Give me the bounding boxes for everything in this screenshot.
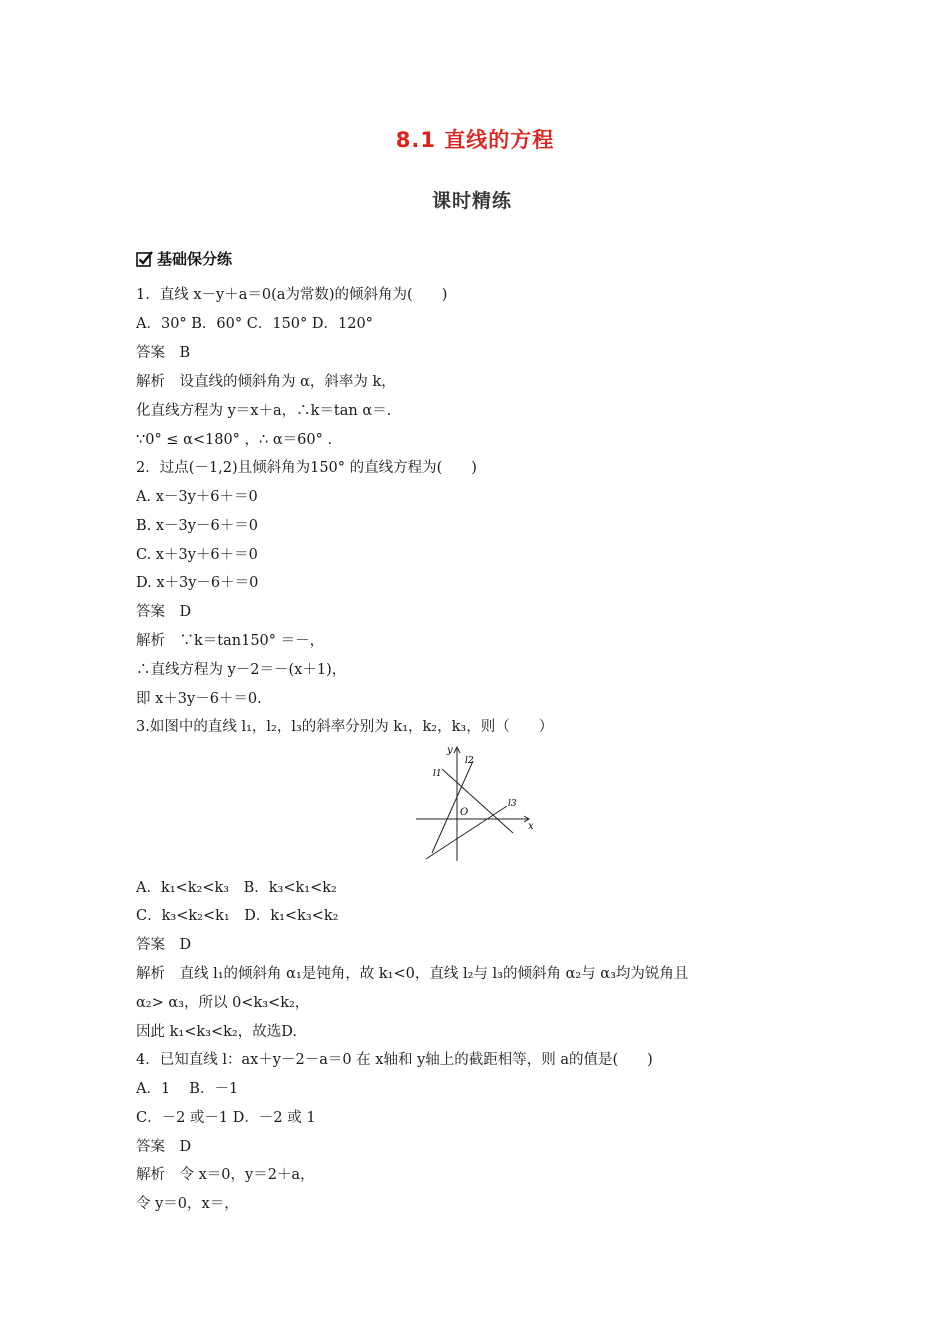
l1-label: l1 <box>433 769 442 779</box>
text-line: 3.如图中的直线 l₁，l₂，l₃的斜率分别为 k₁，k₂，k₃，则（ ） <box>136 719 554 735</box>
text-line: 1．直线 x－y＋a＝0(a为常数)的倾斜角为( ) <box>136 287 448 303</box>
page-subtitle: 课时精练 <box>431 190 512 212</box>
section-header <box>136 248 232 269</box>
text-line: 答案 D <box>136 1139 192 1155</box>
text-line: 解析 令 x＝0，y＝2＋a， <box>136 1167 315 1183</box>
text-line: 解析 设直线的倾斜角为 α，斜率为 k， <box>136 374 396 390</box>
text-line: 解析 直线 l₁的倾斜角 α₁是钝角，故 k₁<0，直线 l₂与 l₃的倾斜角 α₂与 α₃均为锐角且 <box>136 966 689 982</box>
text-line: B. x－3y－6＋＝0 <box>136 518 258 534</box>
x-axis-label: x <box>528 821 534 832</box>
text-line: 解析 ∵k＝tan150° ＝－， <box>136 633 325 649</box>
section-label: 基础保分练 <box>157 250 233 268</box>
text-line: ∴直线方程为 y－2＝－(x＋1)， <box>136 662 347 678</box>
text-line: C．－2 或－1 D．－2 或 1 <box>136 1110 316 1126</box>
page-title: 8.1 直线的方程 <box>395 128 555 152</box>
text-line: A．k₁<k₂<k₃ B．k₃<k₁<k₂ <box>136 880 337 896</box>
l2-label: l2 <box>465 756 474 766</box>
text-line: 2．过点(－1,2)且倾斜角为150° 的直线方程为( ) <box>136 460 477 476</box>
line-slope-figure <box>410 743 542 865</box>
text-line: 化直线方程为 y＝x＋a，∴k＝tan α＝. <box>136 403 392 419</box>
text-line: α₂> α₃，所以 0<k₃<k₂， <box>136 995 310 1011</box>
text-line: 答案 D <box>136 604 192 620</box>
text-line: A. x－3y＋6＋＝0 <box>136 489 258 505</box>
origin-label: O <box>460 807 469 818</box>
l3-label: l3 <box>508 799 517 809</box>
text-line: C. x＋3y＋6＋＝0 <box>136 547 258 563</box>
text-line: A．30° B．60° C．150° D．120° <box>136 316 373 332</box>
text-line: 答案 B <box>136 345 191 361</box>
checkbox-checked-icon <box>136 250 154 268</box>
y-axis-label: y <box>447 745 453 756</box>
text-line: 即 x＋3y－6＋＝0. <box>136 691 262 707</box>
text-line: 令 y＝0，x＝， <box>136 1196 239 1212</box>
text-line: 因此 k₁<k₃<k₂，故选D. <box>136 1024 297 1040</box>
text-line: 答案 D <box>136 937 192 953</box>
text-line: 4．已知直线 l：ax＋y－2－a＝0 在 x轴和 y轴上的截距相等，则 a的值是( ) <box>136 1052 653 1068</box>
text-line: D. x＋3y－6＋＝0 <box>136 575 259 591</box>
text-line: A．1 B．－1 <box>136 1081 239 1097</box>
text-line: C．k₃<k₂<k₁ D．k₁<k₃<k₂ <box>136 908 339 924</box>
text-line: ∵0° ≤ α<180° ，∴ α＝60° . <box>136 432 333 448</box>
